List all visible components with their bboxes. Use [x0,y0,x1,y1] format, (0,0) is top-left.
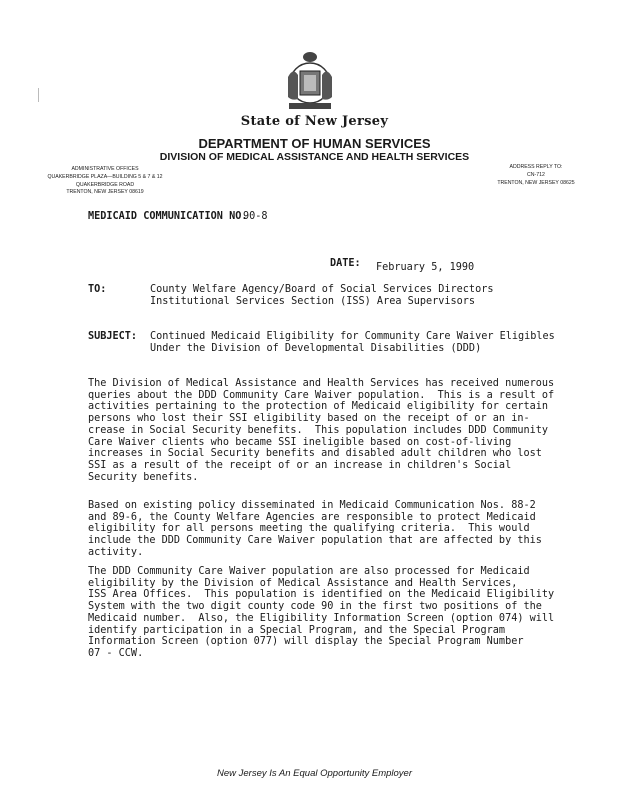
subject-text [150,331,570,354]
recipient-line: Institutional Services Section (ISS) Area Supervisors [150,295,476,307]
text-line: eligibility for all persons meeting the qualifying criteria. This would [88,523,530,535]
subject-line: Under the Division of Developmental Disabilities (DDD) [150,342,482,354]
date-label: DATE: [330,258,361,269]
address-line: TRENTON, NEW JERSEY 08619 [66,189,144,196]
recipient-line: County Welfare Agency/Board of Social Services Directors [150,284,494,295]
text-line: increases in Social Security benefits and disabled adult children who lost [88,448,542,460]
text-line: identify participation in a Special Program, and the Special Program [88,624,506,636]
text-line: queries about the DDD Community Care Waiver population. This is a result of [88,389,555,401]
division-name: DIVISION OF MEDICAL ASSISTANCE AND HEALTH SERVICES [159,151,470,163]
subject-line: Continued Medicaid Eligibility for Community Care Waiver Eligibles [150,331,555,342]
subject-label: SUBJECT: [88,331,138,342]
address-line: QUAKERBRIDGE ROAD [75,181,135,188]
address-line: ADDRESS REPLY TO: [509,164,563,170]
margin-mark [38,88,39,102]
text-line: Information Screen (option 077) will display the Special Program Number [88,636,524,648]
text-line: System with the two digit county code 90 in the first two positions of the [88,601,542,613]
footer-equal-opportunity: New Jersey Is An Equal Opportunity Employer [216,768,412,779]
address-line: ADMINISTRATIVE OFFICES [71,166,139,172]
body-paragraph-1 [88,378,558,483]
text-line: The DDD Community Care Waiver population are also processed for Medicaid [88,566,530,577]
address-line: CN-712 [527,171,545,178]
body-paragraph-3 [88,566,558,660]
text-line: eligibility by the Division of Medical Assistance and Health Services, [88,577,518,589]
to-label: TO: [88,284,107,295]
text-line: crease in Social Security benefits. This population includes DDD Community [88,424,549,436]
date-value: February 5, 1990 [376,262,475,273]
text-line: persons who lost their SSI eligibility based on the receipt of or an in- [88,413,530,425]
text-line: 07 - CCW. [88,647,144,659]
communication-number: 90-8 [243,211,268,222]
text-line: ISS Area Offices. This population is identified on the Medicaid Eligibility [88,589,555,601]
text-line: and 89-6, the County Welfare Agencies are responsible to protect Medicaid [88,511,536,523]
state-seal [283,47,337,111]
communication-label: MEDICAID COMMUNICATION NO. [88,211,248,222]
administrative-address [30,166,180,197]
text-line: The Division of Medical Assistance and Health Services has received numerous [88,378,555,389]
reply-address [486,164,586,187]
text-line: Based on existing policy disseminated in Medicaid Communication Nos. 88-2 [88,500,536,511]
to-recipients [150,284,570,307]
text-line: activity. [88,546,144,558]
text-line: include the DDD Community Care Waiver population that are affected by this [88,535,542,547]
state-title: State of New Jersey [240,114,389,129]
body-paragraph-2 [88,500,558,559]
text-line: Care Waiver clients who became SSI ineligible based on cost-of-living [88,436,512,448]
address-line: QUAKERBRIDGE PLAZA—BUILDING 5 & 7 & 12 [47,173,163,180]
text-line: Medicaid number. Also, the Eligibility Information Screen (option 074) will [88,612,555,624]
text-line: activities pertaining to the protection of Medicaid eligibility for certain [88,401,549,413]
text-line: SSI as a result of the receipt of or an increase in children's Social [88,459,512,471]
address-line: TRENTON, NEW JERSEY 08625 [497,179,575,186]
text-line: Security benefits. [88,471,199,483]
department-name: DEPARTMENT OF HUMAN SERVICES [198,136,431,151]
